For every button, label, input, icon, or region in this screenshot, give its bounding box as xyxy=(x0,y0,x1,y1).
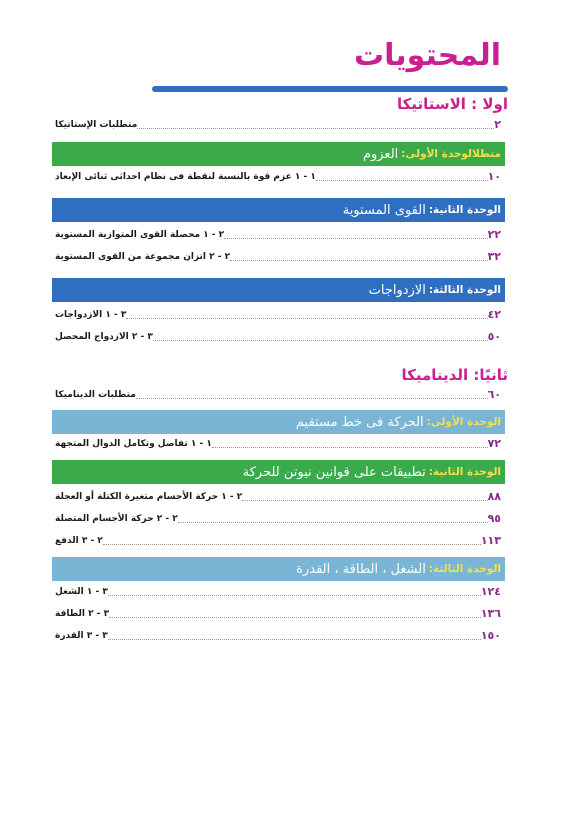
page-number: ٤٢ xyxy=(487,308,501,321)
toc-row-2-1[interactable] xyxy=(52,228,503,242)
dot-leader xyxy=(153,340,488,341)
unit-bar-dynamics-1 xyxy=(52,410,505,434)
page-number: ٨٨ xyxy=(487,490,501,503)
entry-text: متطلبات الديناميكا xyxy=(55,390,136,400)
page-number: ٢٢ xyxy=(487,228,501,241)
dot-leader xyxy=(242,500,487,501)
page-number: ٣٢ xyxy=(487,250,501,263)
title-underline-bar xyxy=(152,86,508,92)
dot-leader xyxy=(136,398,488,399)
entry-text: ٢ - ١ حركة الأجسام متغيرة الكتلة أو العجلة xyxy=(55,492,243,502)
toc-row-statics-requirements[interactable] xyxy=(52,118,503,132)
unit-bar-statics-2 xyxy=(52,198,505,222)
dot-leader xyxy=(224,238,487,239)
part2-heading: ثانيًا: الديناميكا xyxy=(401,366,508,384)
toc-row-d1-1[interactable] xyxy=(52,437,503,451)
unit-title: الحركة فى خط مستقيم xyxy=(295,414,424,430)
unit-label: الوحدة الأولى: xyxy=(426,416,501,428)
unit-title: العزوم xyxy=(362,146,399,162)
toc-row-d3-3[interactable] xyxy=(52,629,503,643)
toc-row-d2-2[interactable] xyxy=(52,512,503,526)
dot-leader xyxy=(178,522,488,523)
entry-text: متطلبات الإستاتيكا xyxy=(55,120,138,130)
entry-text: ٢ - ٣ الدفع xyxy=(55,536,103,546)
entry-text: ٣ - ٢ الازدواج المحصل xyxy=(55,332,153,342)
entry-text: ٣ - ٢ الطاقة xyxy=(55,609,110,619)
unit-label: الوحدة الثالثة: xyxy=(428,563,501,575)
page-number: ٦٠ xyxy=(487,388,501,401)
entry-text: ٢ - ٢ اتزان مجموعة من القوى المستوية xyxy=(55,252,231,262)
unit-label: الوحدة الثانية: xyxy=(428,466,501,478)
dot-leader xyxy=(212,447,488,448)
dot-leader xyxy=(108,639,481,640)
toc-row-d2-1[interactable] xyxy=(52,490,503,504)
page-number: ١٢٤ xyxy=(480,585,501,598)
toc-row-dynamics-requirements[interactable] xyxy=(52,388,503,402)
page-number: ٧٢ xyxy=(487,437,501,450)
entry-text: ٣ - ١ الشغل xyxy=(55,587,108,597)
page-title: المحتويات xyxy=(353,38,501,73)
unit-label: الوحدة الثانية: xyxy=(428,204,501,216)
part1-heading: اولا : الاستاتيكا xyxy=(396,95,508,113)
entry-text: ٣ - ٣ القدرة xyxy=(55,631,108,641)
unit-bar-dynamics-2 xyxy=(52,460,505,484)
page-number: ١٣٦ xyxy=(480,607,501,620)
toc-row-3-1[interactable] xyxy=(52,308,503,322)
page-number: ٢ xyxy=(494,118,501,131)
dot-leader xyxy=(103,544,481,545)
unit-title: الازدواجات xyxy=(368,282,426,298)
entry-text: ١ - ١ تفاضل وتكامل الدوال المتجهة xyxy=(55,439,212,449)
page-number: ١١٣ xyxy=(480,534,501,547)
toc-row-1-1[interactable] xyxy=(52,170,503,184)
dot-leader xyxy=(137,128,494,129)
dot-leader xyxy=(230,260,487,261)
dot-leader xyxy=(126,318,487,319)
unit-label: الوحدة الثالثة: xyxy=(428,284,501,296)
entry-text: ١ - ١ عزم قوة بالنسبة لنقطة فى نظام احداثى ثنائى الإبعاد xyxy=(55,172,316,182)
toc-row-d2-3[interactable] xyxy=(52,534,503,548)
unit-bar-dynamics-3 xyxy=(52,557,505,581)
entry-text: ٢ - ١ محصلة القوى المتوازية المستوية xyxy=(55,230,225,240)
unit-title: الشغل ، الطاقة ، القدرة xyxy=(296,561,426,577)
page-number: ١٥٠ xyxy=(480,629,501,642)
entry-text: ٣ - ١ الازدواجات xyxy=(55,310,127,320)
toc-row-3-2[interactable] xyxy=(52,330,503,344)
unit-bar-statics-1 xyxy=(52,142,505,166)
dot-leader xyxy=(316,180,488,181)
unit-title: تطبيقات على قوانين نيوتن للحركة xyxy=(242,464,426,480)
unit-label: متطلالوحدة الأولى: xyxy=(401,148,501,160)
page-number: ٥٠ xyxy=(487,330,501,343)
toc-row-2-2[interactable] xyxy=(52,250,503,264)
unit-title: القوى المستوية xyxy=(342,202,426,218)
page-number: ٩٥ xyxy=(487,512,501,525)
unit-bar-statics-3 xyxy=(52,278,505,302)
dot-leader xyxy=(109,617,481,618)
page-number: ١٠ xyxy=(487,170,501,183)
dot-leader xyxy=(108,595,481,596)
entry-text: ٢ - ٢ حركة الأجسام المتصلة xyxy=(55,514,178,524)
toc-row-d3-1[interactable] xyxy=(52,585,503,599)
toc-row-d3-2[interactable] xyxy=(52,607,503,621)
